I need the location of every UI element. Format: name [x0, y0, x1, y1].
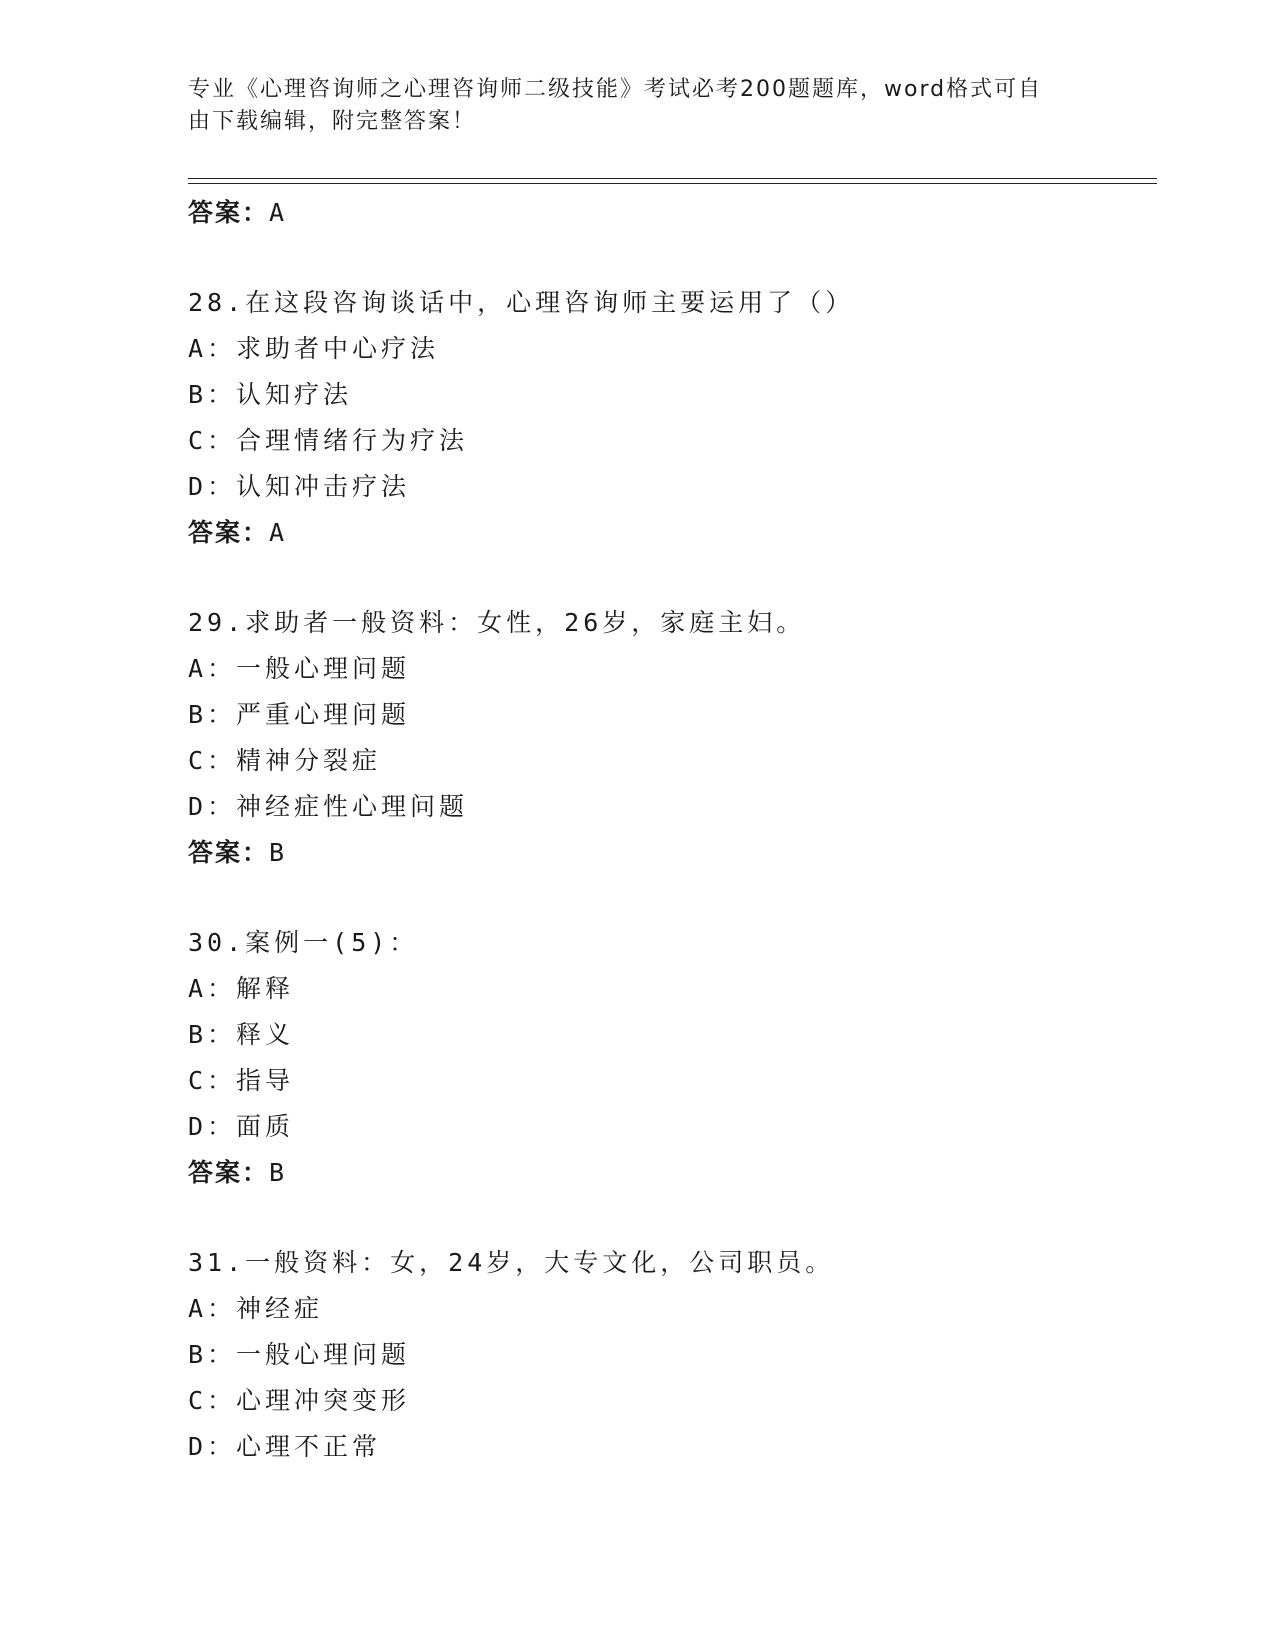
answer-value: A — [269, 518, 287, 547]
option-b: B：严重心理问题 — [188, 700, 411, 729]
spacer — [188, 556, 1148, 600]
answer-line — [188, 190, 1148, 236]
question-stem: 31.一般资料：女，24岁，大专文化，公司职员。 — [188, 1248, 835, 1277]
option-a: A：一般心理问题 — [188, 654, 411, 683]
question-stem: 29.求助者一般资料：女性，26岁，家庭主妇。 — [188, 608, 806, 637]
option-c: C：心理冲突变形 — [188, 1386, 411, 1415]
question-block-30 — [188, 920, 1148, 1196]
question-stem: 28.在这段咨询谈话中，心理咨询师主要运用了（） — [188, 288, 855, 317]
option-c: C：合理情绪行为疗法 — [188, 426, 469, 455]
option-a: A：求助者中心疗法 — [188, 334, 440, 363]
answer-label: 答案： — [188, 1158, 270, 1187]
document-header — [188, 74, 1068, 138]
answer-value: A — [269, 198, 287, 227]
answer-label: 答案： — [188, 838, 270, 867]
question-block-28 — [188, 280, 1148, 556]
header-line-2: 由下载编辑，附完整答案！ — [188, 109, 477, 134]
question-list — [188, 190, 1148, 1470]
option-a: A：解释 — [188, 974, 295, 1003]
answer-value: B — [269, 838, 287, 867]
option-b: B：认知疗法 — [188, 380, 353, 409]
option-d: D：神经症性心理问题 — [188, 792, 469, 821]
question-stem: 30.案例一(5)： — [188, 928, 419, 957]
header-divider-bottom — [188, 183, 1157, 184]
answer-line — [188, 830, 1148, 876]
header-divider-top — [188, 178, 1157, 179]
answer-value: B — [269, 1158, 287, 1187]
option-d: D：面质 — [188, 1112, 295, 1141]
option-a: A：神经症 — [188, 1294, 324, 1323]
spacer — [188, 1196, 1148, 1240]
option-d: D：心理不正常 — [188, 1432, 382, 1461]
answer-line — [188, 1150, 1148, 1196]
header-line-1: 专业《心理咨询师之心理咨询师二级技能》考试必考200题题库，word格式可自 — [188, 77, 1043, 102]
question-block-31 — [188, 1240, 1148, 1470]
option-b: B：一般心理问题 — [188, 1340, 411, 1369]
option-c: C：指导 — [188, 1066, 295, 1095]
spacer — [188, 876, 1148, 920]
option-c: C：精神分裂症 — [188, 746, 382, 775]
option-d: D：认知冲击疗法 — [188, 472, 411, 501]
question-block-29 — [188, 600, 1148, 876]
answer-label: 答案： — [188, 518, 270, 547]
answer-line — [188, 510, 1148, 556]
spacer — [188, 236, 1148, 280]
option-b: B：释义 — [188, 1020, 295, 1049]
answer-label: 答案： — [188, 198, 270, 227]
